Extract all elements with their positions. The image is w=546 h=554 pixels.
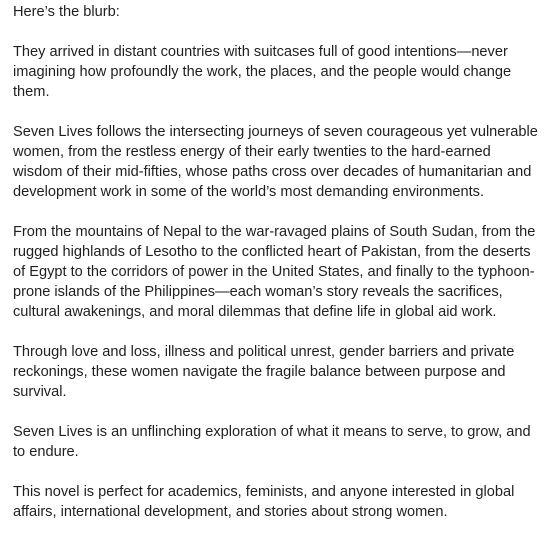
blurb-paragraph: Through love and loss, illness and political unrest, gender barriers and private reckonings, these women navigate the fragile balance between purpose and survival. [13,344,515,400]
blurb-paragraph: From the mountains of Nepal to the war-ravaged plains of South Sudan, from the rugged highlands of Lesotho to the conflicted heart of Pakistan, from the deserts of Egypt to the corridors of power in the United States, and finally to the typhoon-prone islands of the Philippines—each woman’s story reveals the sacrifices, cultural awakenings, and moral dilemmas that define life in global aid work. [13,224,536,320]
message-intro: Here’s the blurb: [13,4,120,20]
blurb-paragraph: They arrived in distant countries with suitcases full of good intentions—never imagining how profoundly the work, the places, and the people would change them. [13,44,512,100]
blurb-paragraph: Seven Lives is an unflinching exploration of what it means to serve, to grow, and to endure. [13,424,531,460]
assistant-message [13,2,539,522]
blurb-paragraph: This novel is perfect for academics, feminists, and anyone interested in global affairs, international development, and stories about strong women. [13,484,515,520]
blurb-paragraph: Seven Lives follows the intersecting journeys of seven courageous yet vulnerable women, from the restless energy of their early twenties to the hard-earned wisdom of their mid-fifties, whose paths cross over decades of humanitarian and development work in some of the world’s most demanding environments. [13,124,538,200]
